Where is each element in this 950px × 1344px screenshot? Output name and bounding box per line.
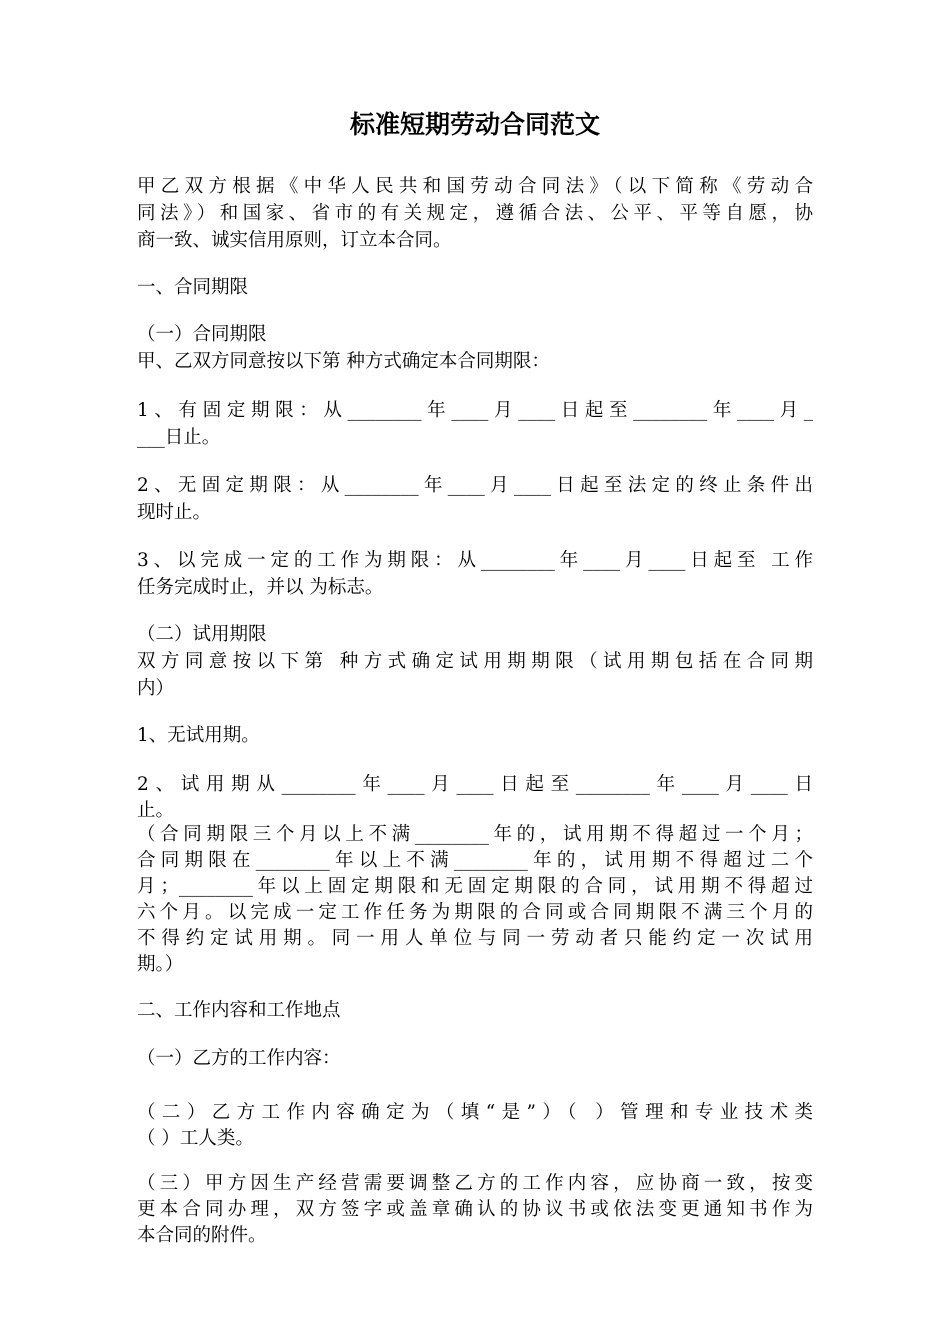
subsection-heading: （二）试用期限 xyxy=(137,624,267,645)
paragraph-line: 1、有固定期限：从________年____月____日起至________年____月_ xyxy=(137,400,813,421)
paragraph-line: 合同期限在________年以上不满________年的，试用期不得超过二个 xyxy=(137,850,813,871)
paragraph-line: 任务完成时止，并以 为标志。 xyxy=(137,577,384,598)
paragraph-line: 1、无试用期。 xyxy=(137,725,260,746)
paragraph-line: 双方同意按以下第 种方式确定试用期期限（试用期包括在合同期 xyxy=(137,651,813,672)
paragraph-line: ___日止。 xyxy=(137,427,221,448)
paragraph-line: （ ）工人类。 xyxy=(137,1128,254,1149)
paragraph-line: 六个月。以完成一定工作任务为期限的合同或合同期限不满三个月的 xyxy=(137,902,813,923)
paragraph-line: 商一致、诚实信用原则，订立本合同。 xyxy=(137,230,452,251)
paragraph-line: 月；________年以上固定期限和无固定期限的合同，试用期不得超过 xyxy=(137,876,813,897)
paragraph-line: （二）乙方工作内容确定为（填“是”）（ ）管理和专业技术类 xyxy=(137,1102,813,1123)
document-title: 标准短期劳动合同范文 xyxy=(349,110,600,139)
paragraph-line: 更本合同办理，双方签字或盖章确认的协议书或依法变更通知书作为 xyxy=(137,1199,813,1220)
paragraph-line: 3、以完成一定的工作为期限：从________年____月____日起至 工作 xyxy=(137,550,813,571)
paragraph-line: 止。 xyxy=(137,800,175,821)
subsection-heading: （一）合同期限 xyxy=(137,324,267,345)
subsection-heading: （一）乙方的工作内容： xyxy=(137,1048,341,1069)
paragraph-line: 本合同的附件。 xyxy=(137,1225,267,1246)
paragraph-line: 同法》）和国家、省市的有关规定，遵循合法、公平、平等自愿，协 xyxy=(137,203,813,224)
paragraph-line: 内） xyxy=(137,678,175,699)
section-heading: 一、合同期限 xyxy=(137,277,249,298)
paragraph-line: 期。） xyxy=(137,954,184,975)
section-heading: 二、工作内容和工作地点 xyxy=(137,1000,341,1021)
paragraph-line: 甲乙双方根据《中华人民共和国劳动合同法》（以下简称《劳动合 xyxy=(137,176,813,197)
paragraph-line: 现时止。 xyxy=(137,502,212,523)
paragraph-line: 不得约定试用期。同一用人单位与同一劳动者只能约定一次试用 xyxy=(137,928,813,949)
paragraph-line: （三）甲方因生产经营需要调整乙方的工作内容，应协商一致，按变 xyxy=(137,1173,813,1194)
paragraph-line: 2、无固定期限：从________年____月____日起至法定的终止条件出 xyxy=(137,475,813,496)
paragraph-line: （合同期限三个月以上不满________年的，试用期不得超过一个月； xyxy=(137,824,813,845)
paragraph-line: 甲、乙双方同意按以下第 种方式确定本合同期限： xyxy=(137,351,550,372)
paragraph-line: 2、试用期从________年____月____日起至________年____月____日 xyxy=(137,774,813,795)
